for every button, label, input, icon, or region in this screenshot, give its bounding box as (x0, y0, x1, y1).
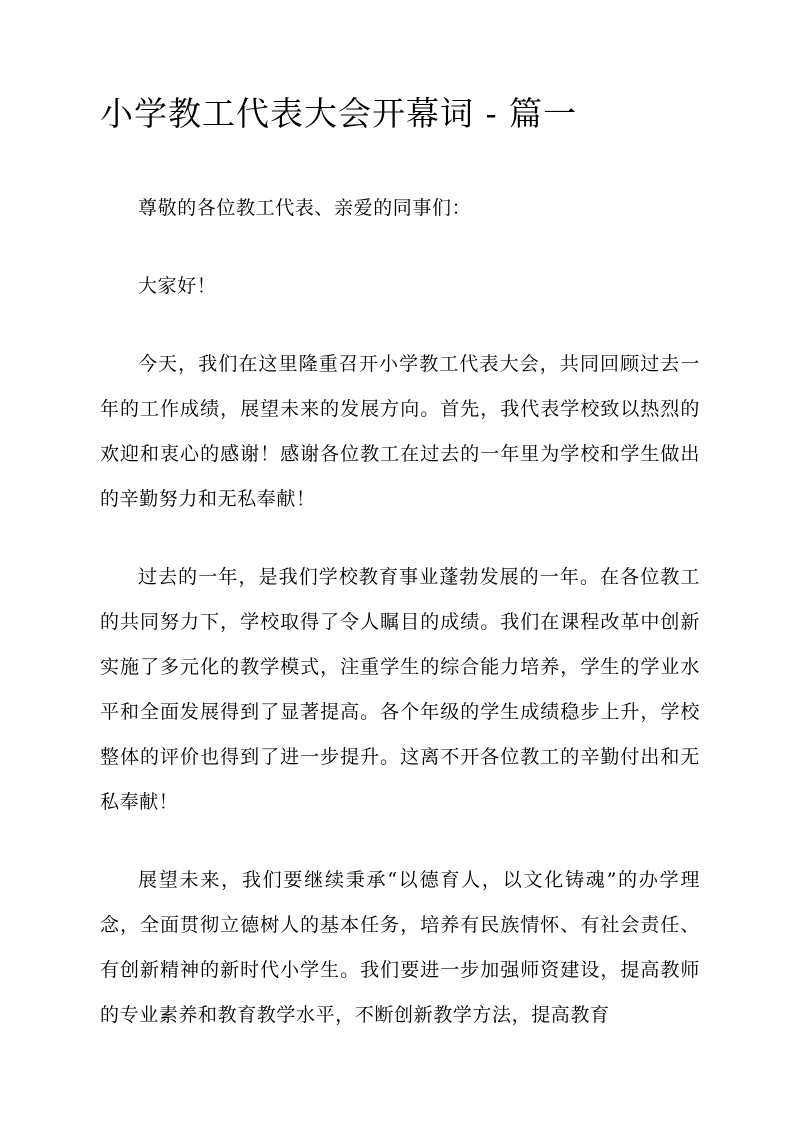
document-title: 小学教工代表大会开幕词 - 篇一 (100, 94, 578, 133)
salutation-paragraph: 大家好！ (138, 275, 217, 297)
outlook-paragraph: 展望未来，我们要继续秉承“以德育人，以文化铸魂”的办学理念，全面贯彻立德树人的基本任务，培养有民族情怀、有社会责任、有创新精神的新时代小学生。我们要进一步加强师资建设，提高教师的专业素养和教育教学水平，不断创新教学方法，提高教育 (100, 869, 700, 1026)
greeting-paragraph: 尊敬的各位教工代表、亲爱的同事们： (138, 197, 472, 219)
opening-paragraph: 今天，我们在这里隆重召开小学教工代表大会，共同回顾过去一年的工作成绩，展望未来的发展方向。首先，我代表学校致以热烈的欢迎和衷心的感谢！感谢各位教工在过去的一年里为学校和学生做出的辛勤努力和无私奉献！ (100, 353, 700, 510)
document-body (100, 186, 700, 1071)
review-paragraph: 过去的一年，是我们学校教育事业蓬勃发展的一年。在各位教工的共同努力下，学校取得了令人瞩目的成绩。我们在课程改革中创新实施了多元化的教学模式，注重学生的综合能力培养，学生的学业水平和全面发展得到了显著提高。各个年级的学生成绩稳步上升，学校整体的评价也得到了进一步提升。这离不开各位教工的辛勤付出和无私奉献！ (100, 566, 700, 813)
